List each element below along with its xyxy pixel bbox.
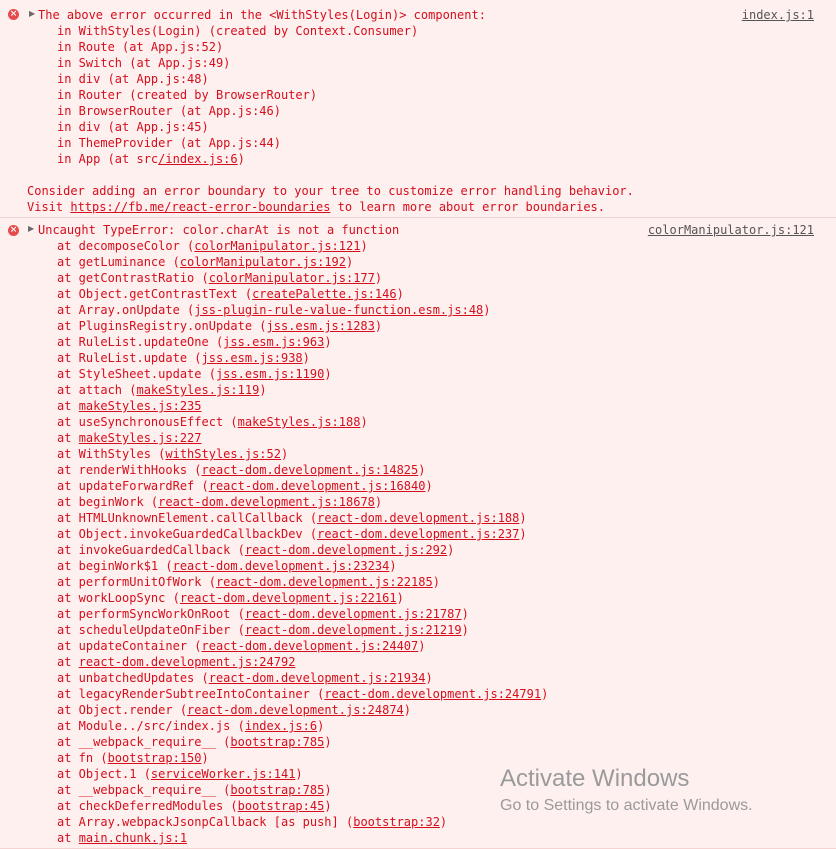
frame-suffix: ) (519, 527, 527, 541)
frame-source-link[interactable]: index.js:6 (244, 719, 318, 733)
frame-suffix: ) (425, 479, 433, 493)
watermark-title: Activate Windows (500, 765, 690, 792)
stack-frame (57, 238, 368, 254)
stack-frame (57, 366, 332, 382)
expand-triangle-icon[interactable]: ▶ (28, 224, 35, 233)
error-boundaries-link[interactable]: https://fb.me/react-error-boundaries (70, 200, 331, 214)
component-stack-line (57, 151, 245, 167)
frame-source-link[interactable]: jss.esm.js:963 (223, 335, 325, 349)
frame-source-link[interactable]: jss.esm.js:938 (201, 351, 303, 365)
boundary-visit-note (27, 199, 605, 215)
source-link[interactable]: colorManipulator.js:121 (647, 223, 814, 237)
frame-suffix: ) (432, 575, 440, 589)
frame-suffix: ) (374, 319, 383, 333)
frame-function: at Object.invokeGuardedCallbackDev ( (57, 527, 318, 541)
frame-source-link[interactable]: react-dom.development.js:24407 (201, 639, 419, 653)
frame-suffix: ) (461, 623, 469, 637)
frame-source-link[interactable]: react-dom.development.js:24792 (78, 655, 296, 669)
stack-frame (57, 494, 382, 510)
frame-suffix: ) (324, 367, 332, 381)
frame-source-link[interactable]: bootstrap:45 (237, 799, 325, 813)
frame-suffix: ) (418, 639, 426, 653)
console-error-message-2 (0, 218, 836, 849)
frame-function: at __webpack_require__ ( (57, 735, 231, 749)
stack-frame (57, 254, 353, 270)
frame-source-link[interactable]: makeStyles.js:119 (136, 383, 260, 397)
component-stack-line: in ThemeProvider (at App.js:44) (57, 136, 281, 150)
frame-suffix: ) (324, 735, 332, 749)
component-stack-line: in div (at App.js:48) (57, 72, 209, 86)
error-icon: × (9, 225, 18, 235)
frame-source-link[interactable]: bootstrap:150 (107, 751, 202, 765)
frame-suffix: ) (425, 671, 433, 685)
frame-source-link[interactable]: colorManipulator.js:121 (194, 239, 361, 253)
frame-function: at (57, 655, 79, 669)
stack-frame (57, 830, 187, 846)
frame-source-link[interactable]: react-dom.development.js:18678 (158, 495, 375, 509)
expand-triangle-icon[interactable]: ▶ (29, 9, 36, 18)
frame-function: at Array.onUpdate ( (57, 303, 195, 317)
stack-frame (57, 350, 310, 366)
frame-function: at PluginsRegistry.onUpdate ( (57, 319, 267, 333)
frame-function: at RuleList.update ( (57, 351, 202, 365)
stack-frame (57, 702, 411, 718)
frame-function: at unbatchedUpdates ( (57, 671, 209, 685)
stack-frame (57, 734, 332, 750)
component-stack-line: in Switch (at App.js:49) (57, 56, 231, 70)
stack-frame (57, 814, 447, 830)
stack-frame (57, 782, 332, 798)
frame-function: at beginWork$1 ( (57, 559, 173, 573)
frame-function: at legacyRenderSubtreeIntoContainer ( (57, 687, 325, 701)
frame-suffix: ) (317, 719, 325, 733)
stack-frame (57, 558, 397, 574)
frame-function: in App (at src (57, 152, 159, 166)
console-error-message-1 (0, 0, 836, 218)
frame-function: at performUnitOfWork ( (57, 575, 216, 589)
frame-suffix: ) (483, 303, 491, 317)
stack-frame (57, 318, 382, 334)
frame-function: at updateContainer ( (57, 639, 202, 653)
source-link[interactable]: index.js:1 (741, 8, 814, 22)
frame-suffix: ) (396, 591, 404, 605)
stack-frame (57, 446, 288, 462)
frame-function: at decomposeColor ( (57, 239, 195, 253)
frame-source-link[interactable]: withStyles.js:52 (165, 447, 281, 461)
frame-suffix: ) (360, 415, 368, 429)
frame-function: at scheduleUpdateOnFiber ( (57, 623, 245, 637)
stack-frame (57, 750, 209, 766)
frame-function: at workLoopSync ( (57, 591, 180, 605)
stack-frame (57, 670, 433, 686)
frame-function: at attach ( (57, 383, 137, 397)
stack-frame (57, 414, 368, 430)
stack-frame (57, 430, 202, 446)
frame-source-link[interactable]: main.chunk.js:1 (78, 831, 188, 845)
frame-function: at Object.render ( (57, 703, 188, 717)
frame-suffix: ) (374, 271, 383, 285)
stack-frame (57, 286, 404, 302)
frame-suffix: ) (237, 152, 245, 166)
stack-frame (57, 718, 324, 734)
frame-source-link[interactable]: react-dom.development.js:24874 (187, 703, 404, 717)
frame-function: at getLuminance ( (57, 255, 180, 269)
frame-source-link[interactable]: react-dom.development.js:188 (317, 511, 520, 525)
frame-function: at fn ( (57, 751, 108, 765)
frame-source-link[interactable]: jss-plugin-rule-value-function.esm.js:48 (194, 303, 484, 317)
error-icon: × (9, 9, 18, 19)
frame-suffix: ) (403, 703, 412, 717)
stack-frame (57, 478, 433, 494)
frame-function: at renderWithHooks ( (57, 463, 202, 477)
frame-function: at updateForwardRef ( (57, 479, 209, 493)
frame-suffix: ) (346, 255, 354, 269)
frame-source-link[interactable]: react-dom.development.js:22185 (215, 575, 433, 589)
stack-frame (57, 654, 295, 670)
visit-prefix: Visit (27, 200, 71, 214)
error-header: The above error occurred in the <WithStyles(Login)> component: (38, 8, 486, 22)
frame-function: at (57, 831, 79, 845)
frame-function: at useSynchronousEffect ( (57, 415, 238, 429)
frame-function: at HTMLUnknownElement.callCallback ( (57, 511, 318, 525)
frame-source-link[interactable]: colorManipulator.js:177 (208, 271, 375, 285)
frame-suffix: ) (439, 815, 448, 829)
frame-suffix: ) (447, 543, 455, 557)
frame-source-link[interactable]: serviceWorker.js:141 (150, 767, 296, 781)
frame-suffix: ) (519, 511, 527, 525)
frame-suffix: ) (324, 335, 332, 349)
stack-frame (57, 606, 469, 622)
frame-source-link[interactable]: bootstrap:785 (230, 783, 325, 797)
stack-frame (57, 622, 469, 638)
frame-source-link[interactable]: bootstrap:32 (353, 815, 440, 829)
frame-function: at __webpack_require__ ( (57, 783, 231, 797)
visit-suffix: to learn more about error boundaries. (330, 200, 605, 214)
frame-function: at (57, 399, 79, 413)
frame-source-link[interactable]: react-dom.development.js:16840 (208, 479, 426, 493)
frame-function: at getContrastRatio ( (57, 271, 209, 285)
frame-function: at StyleSheet.update ( (57, 367, 216, 381)
frame-source-link[interactable]: jss.esm.js:1190 (215, 367, 325, 381)
frame-function: at Module../src/index.js ( (57, 719, 245, 733)
stack-frame (57, 526, 527, 542)
frame-suffix: ) (295, 767, 303, 781)
stack-frame (57, 510, 527, 526)
frame-source-link[interactable]: react-dom.development.js:23234 (172, 559, 390, 573)
frame-function: at Array.webpackJsonpCallback [as push] ( (57, 815, 354, 829)
frame-function: at (57, 431, 79, 445)
stack-frame (57, 382, 267, 398)
frame-suffix: ) (259, 383, 267, 397)
component-stack-line: in WithStyles(Login) (created by Context.Consumer) (57, 24, 419, 38)
component-stack-line: in BrowserRouter (at App.js:46) (57, 104, 281, 118)
frame-source-link[interactable]: createPalette.js:146 (252, 287, 397, 301)
frame-function: at checkDeferredModules ( (57, 799, 238, 813)
frame-function: at WithStyles ( (57, 447, 166, 461)
frame-source-link[interactable]: react-dom.development.js:21934 (208, 671, 426, 685)
stack-frame (57, 398, 202, 414)
frame-suffix: ) (541, 687, 549, 701)
frame-source-link[interactable]: react-dom.development.js:21787 (244, 607, 462, 621)
frame-source-link[interactable]: colorManipulator.js:192 (179, 255, 346, 269)
frame-source-link[interactable]: makeStyles.js:235 (78, 399, 202, 413)
frame-suffix: ) (360, 239, 368, 253)
boundary-note: Consider adding an error boundary to your tree to customize error handling behavior. (27, 184, 634, 198)
frame-suffix: ) (201, 751, 209, 765)
stack-frame (57, 542, 454, 558)
frame-suffix: ) (324, 783, 332, 797)
stack-frame (57, 798, 332, 814)
frame-suffix: ) (396, 287, 404, 301)
frame-source-link[interactable]: react-dom.development.js:14825 (201, 463, 419, 477)
frame-source-link[interactable]: react-dom.development.js:21219 (244, 623, 462, 637)
frame-function: at invokeGuardedCallback ( (57, 543, 245, 557)
frame-source-link[interactable]: jss.esm.js:1283 (266, 319, 375, 333)
frame-source-link[interactable]: react-dom.development.js:292 (244, 543, 448, 557)
component-stack-line: in Router (created by BrowserRouter) (57, 88, 318, 102)
frame-suffix: ) (280, 447, 289, 461)
frame-function: at performSyncWorkOnRoot ( (57, 607, 245, 621)
component-stack-line: in div (at App.js:45) (57, 120, 209, 134)
frame-function: at Object.getContrastText ( (57, 287, 253, 301)
frame-source-link[interactable]: react-dom.development.js:237 (317, 527, 520, 541)
error-header: Uncaught TypeError: color.charAt is not a function (38, 223, 400, 237)
frame-suffix: ) (302, 351, 310, 365)
frame-suffix: ) (324, 799, 332, 813)
stack-frame (57, 574, 440, 590)
frame-source-link[interactable]: bootstrap:785 (230, 735, 325, 749)
frame-source-link[interactable]: react-dom.development.js:24791 (324, 687, 542, 701)
frame-suffix: ) (461, 607, 469, 621)
stack-frame (57, 462, 425, 478)
frame-suffix: ) (389, 559, 397, 573)
frame-function: at RuleList.updateOne ( (57, 335, 224, 349)
stack-frame (57, 638, 425, 654)
component-stack-line: in Route (at App.js:52) (57, 40, 224, 54)
stack-frame (57, 302, 491, 318)
stack-frame (57, 766, 303, 782)
frame-function: at beginWork ( (57, 495, 159, 509)
stack-frame (57, 590, 404, 606)
stack-frame (57, 334, 332, 350)
frame-source-link[interactable]: /index.js:6 (158, 152, 238, 166)
watermark-subtitle: Go to Settings to activate Windows. (500, 797, 753, 814)
frame-source-link[interactable]: react-dom.development.js:22161 (179, 591, 397, 605)
frame-source-link[interactable]: makeStyles.js:227 (78, 431, 202, 445)
frame-source-link[interactable]: makeStyles.js:188 (237, 415, 361, 429)
frame-suffix: ) (418, 463, 426, 477)
frame-suffix: ) (374, 495, 383, 509)
frame-function: at Object.1 ( (57, 767, 151, 781)
stack-frame (57, 686, 548, 702)
stack-frame (57, 270, 382, 286)
